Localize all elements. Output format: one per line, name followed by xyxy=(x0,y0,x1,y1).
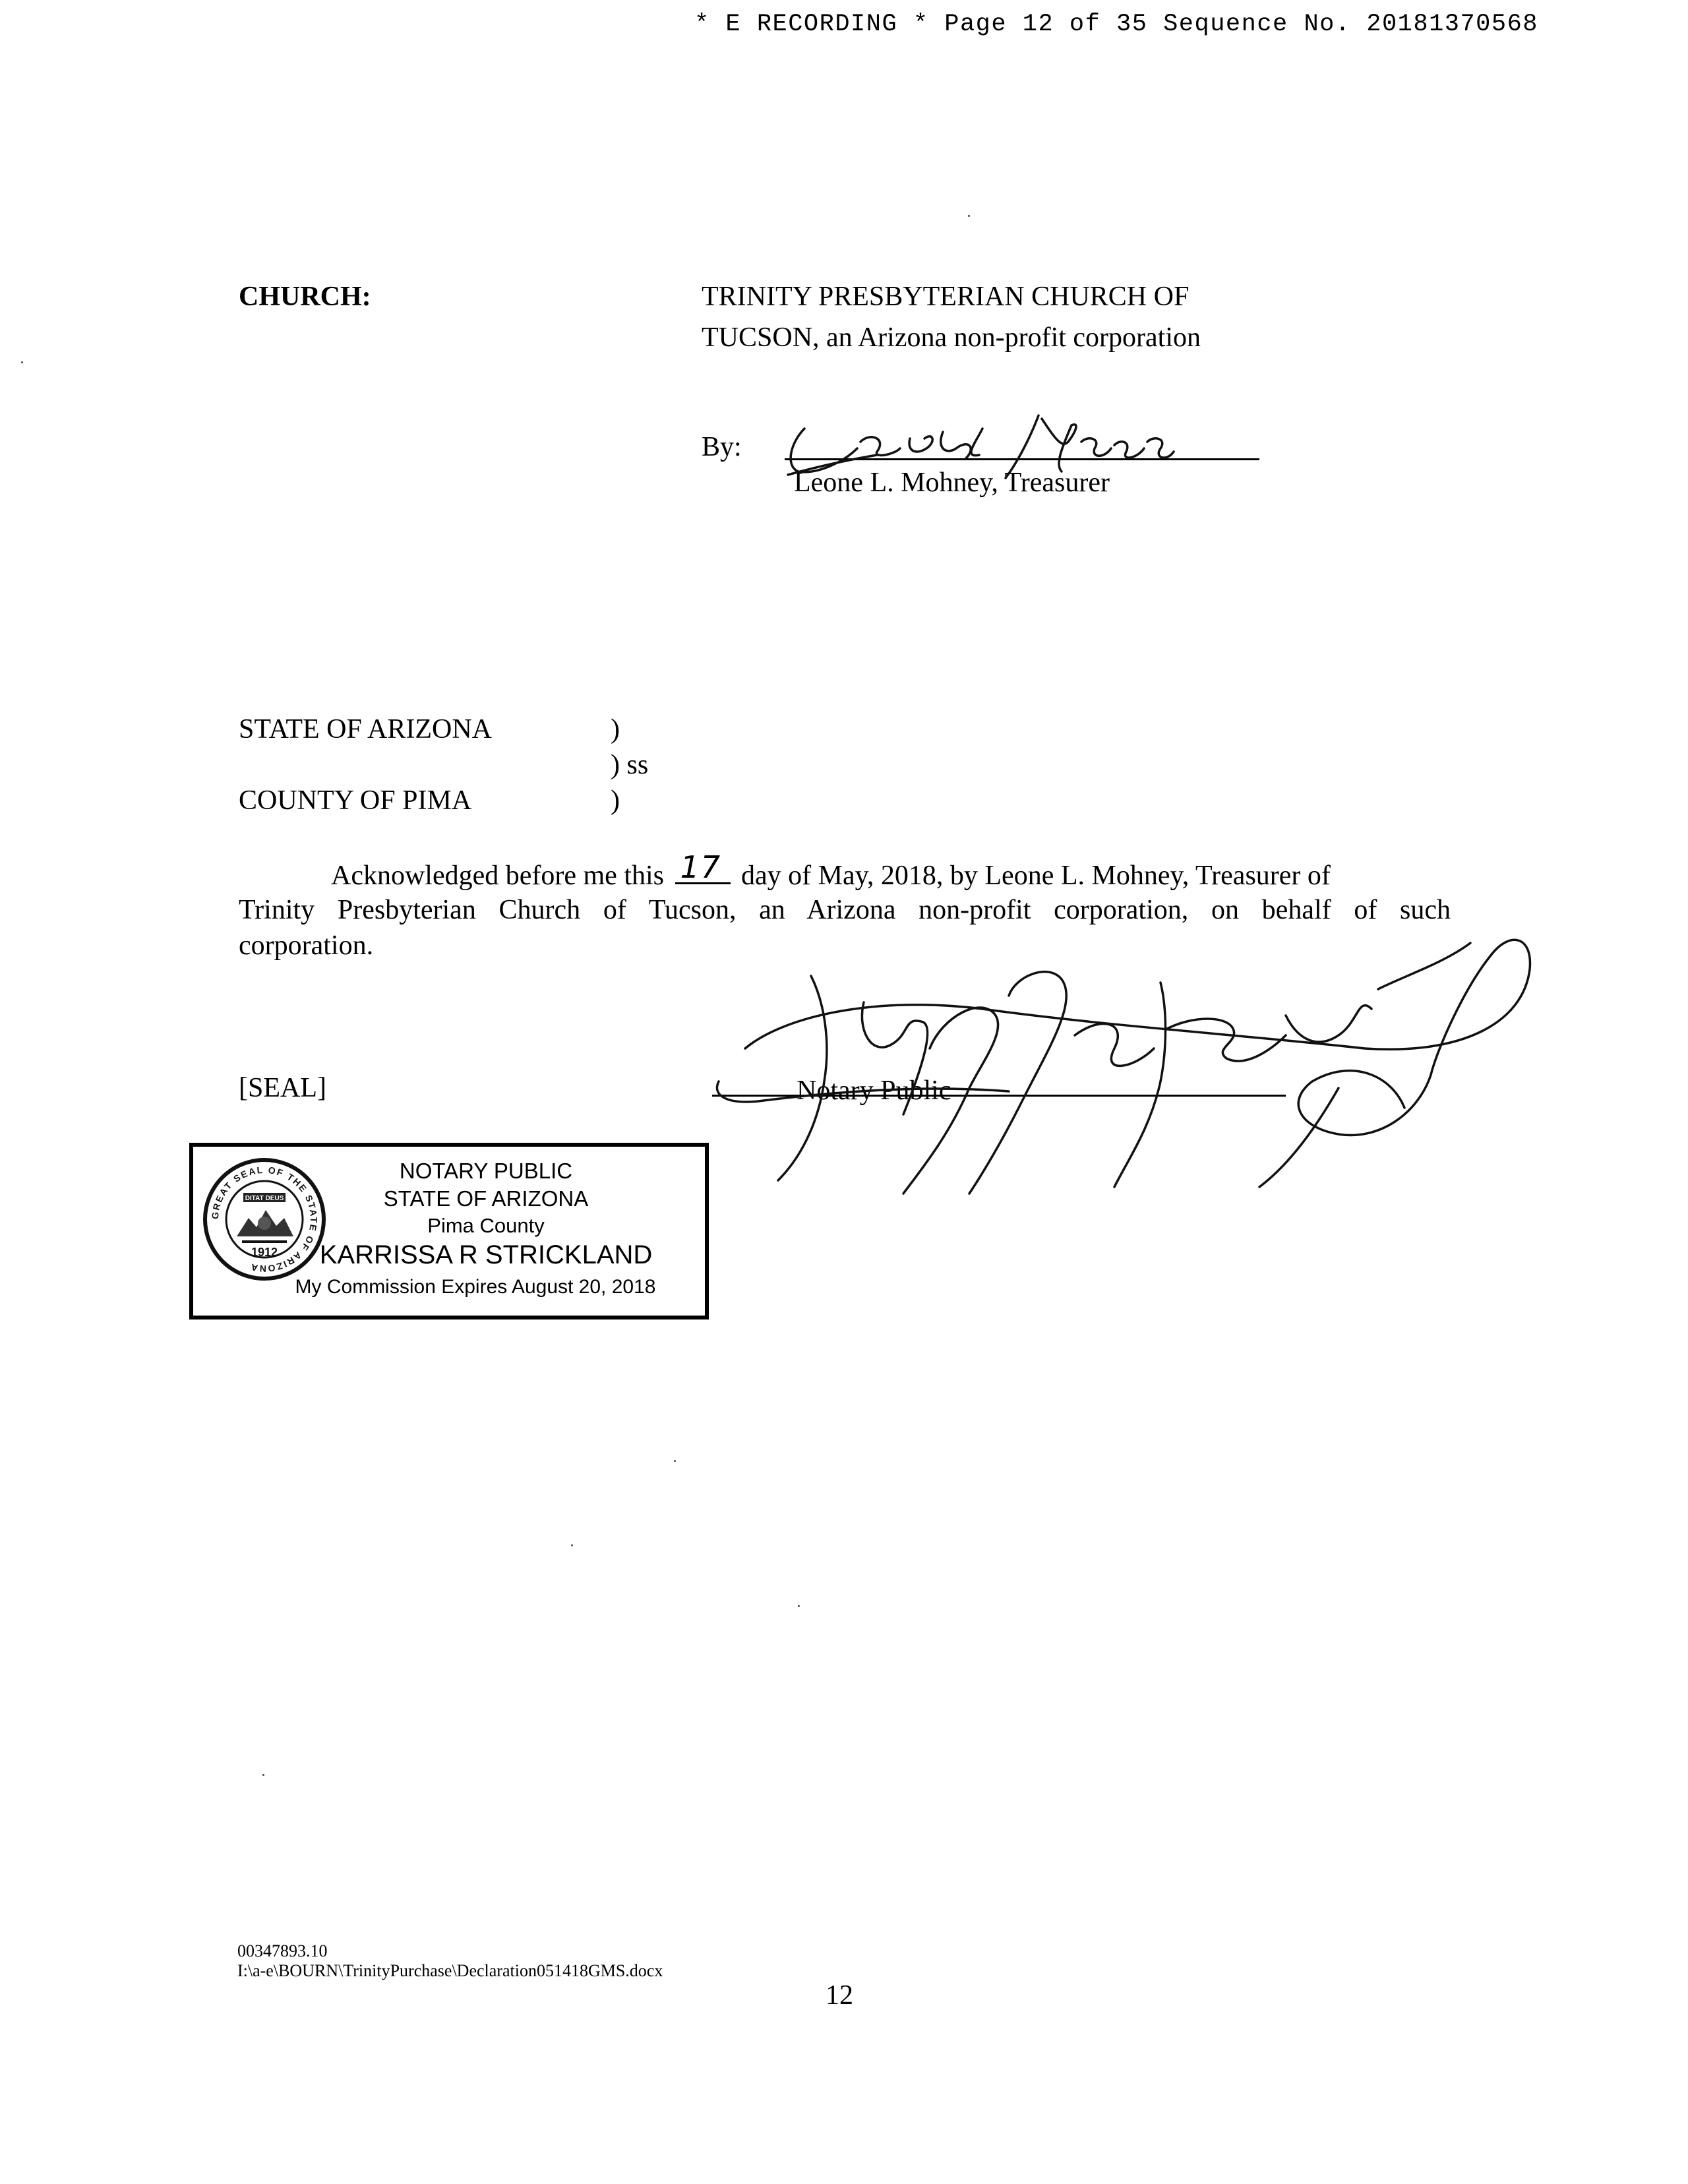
venue-county: COUNTY OF PIMA xyxy=(239,785,472,816)
notary-public-label: Notary Public xyxy=(797,1076,951,1106)
venue-paren-bottom: ) xyxy=(611,785,620,816)
stamp-notary-name: KARRISSA R STRICKLAND xyxy=(319,1240,653,1269)
footer-doc-number: 00347893.10 xyxy=(237,1941,328,1960)
stamp-commission: My Commission Expires August 20, 2018 xyxy=(295,1276,656,1298)
scan-speck xyxy=(798,1605,800,1607)
acknowledgment-line2: Trinity Presbyterian Church of Tucson, an Arizona non-profit corporation, on behalf of such xyxy=(239,895,1451,925)
acknowledgment-line1 xyxy=(331,849,1331,892)
ack-after-day: day of May, 2018, by Leone L. Mohney, Treasurer of xyxy=(741,861,1331,891)
stamp-state: STATE OF ARIZONA xyxy=(383,1186,589,1211)
notary-signature xyxy=(706,917,1550,1207)
treasurer-signature xyxy=(778,402,1174,488)
church-name-line1: TRINITY PRESBYTERIAN CHURCH OF xyxy=(702,282,1190,312)
stamp-title: NOTARY PUBLIC xyxy=(399,1159,573,1183)
notary-stamp xyxy=(189,1143,709,1320)
ack-day-handwritten: 17 xyxy=(680,849,722,885)
venue-state: STATE OF ARIZONA xyxy=(239,714,492,744)
venue-paren-top: ) xyxy=(611,714,620,744)
seal-ring-text: GREAT SEAL OF THE STATE OF ARIZONA xyxy=(209,1164,320,1275)
church-label: CHURCH: xyxy=(239,282,371,312)
seal-label: [SEAL] xyxy=(239,1073,326,1103)
scan-speck xyxy=(968,215,970,217)
church-name-line2: TUCSON, an Arizona non-profit corporation xyxy=(702,322,1201,353)
seal-motto: DITAT DEUS xyxy=(245,1195,284,1202)
recording-header: * E RECORDING * Page 12 of 35 Sequence No. 20181370568 xyxy=(694,11,1538,38)
seal-year: 1912 xyxy=(251,1246,278,1259)
venue-paren-ss: ) ss xyxy=(611,750,649,780)
scan-speck xyxy=(571,1544,573,1546)
stamp-county: Pima County xyxy=(427,1214,545,1237)
scan-speck xyxy=(21,361,23,363)
by-label: By: xyxy=(702,432,742,462)
page-number: 12 xyxy=(826,1980,853,2011)
ack-day-field xyxy=(675,849,731,885)
scan-speck xyxy=(674,1460,676,1462)
signatory-name: Leone L. Mohney, Treasurer xyxy=(794,468,1110,498)
ack-before-day: Acknowledged before me this xyxy=(331,861,665,891)
scan-speck xyxy=(262,1774,264,1776)
footer-file-path: I:\a-e\BOURN\TrinityPurchase\Declaration051418GMS.docx xyxy=(237,1961,663,1980)
acknowledgment-line3: corporation. xyxy=(239,930,374,961)
